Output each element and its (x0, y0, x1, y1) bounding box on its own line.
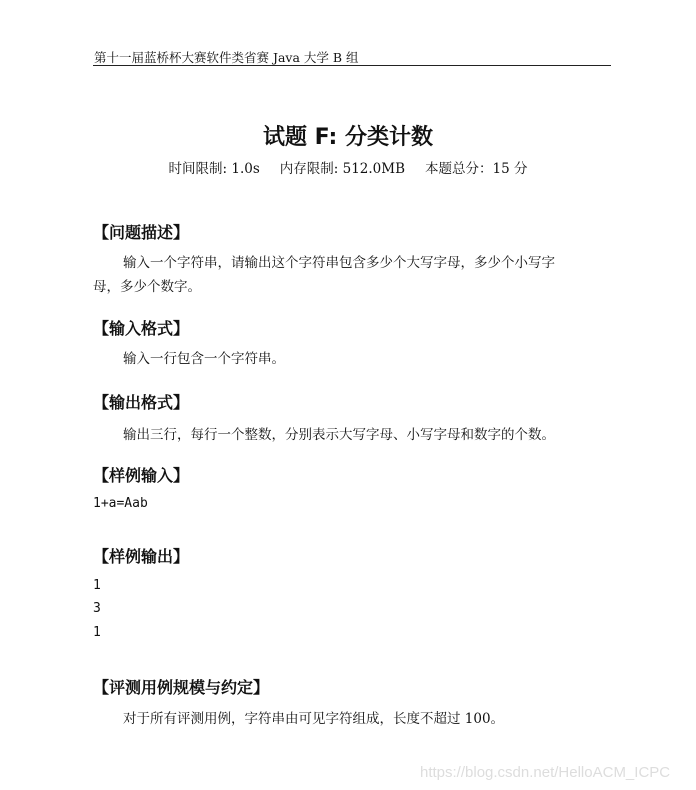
watermark: https://blog.csdn.net/HelloACM_ICPC (420, 764, 671, 781)
time-limit: 时间限制: 1.0s (168, 161, 260, 177)
section-heading-description: 【问题描述】 (93, 223, 190, 242)
section-heading-constraints: 【评测用例规模与约定】 (93, 678, 270, 697)
output-format-text: 输出三行，每行一个整数，分别表示大写字母、小写字母和数字的个数。 (123, 427, 555, 443)
constraints-text: 对于所有评测用例，字符串由可见字符组成，长度不超过 100。 (123, 711, 505, 727)
problem-title: 试题 F: 分类计数 (263, 125, 433, 150)
sample-output-line: 1 (93, 625, 101, 640)
total-score: 本题总分：15 分 (425, 161, 528, 177)
memory-limit: 内存限制: 512.0MB (279, 161, 405, 177)
sample-output-line: 3 (93, 601, 101, 616)
description-line: 输入一个字符串，请输出这个字符串包含多少个大写字母，多少个小写字 (123, 255, 555, 271)
sample-input-line: 1+a=Aab (93, 496, 148, 511)
section-heading-sample-output: 【样例输出】 (93, 547, 190, 566)
running-header: 第十一届蓝桥杯大赛软件类省赛 Java 大学 B 组 (94, 50, 359, 65)
header-rule (93, 65, 611, 66)
section-heading-input-format: 【输入格式】 (93, 319, 190, 338)
section-heading-output-format: 【输出格式】 (93, 393, 190, 412)
input-format-text: 输入一行包含一个字符串。 (123, 351, 285, 367)
description-line: 母，多少个数字。 (93, 279, 201, 295)
sample-output-line: 1 (93, 578, 101, 593)
problem-limits (0, 157, 696, 177)
section-heading-sample-input: 【样例输入】 (93, 466, 190, 485)
